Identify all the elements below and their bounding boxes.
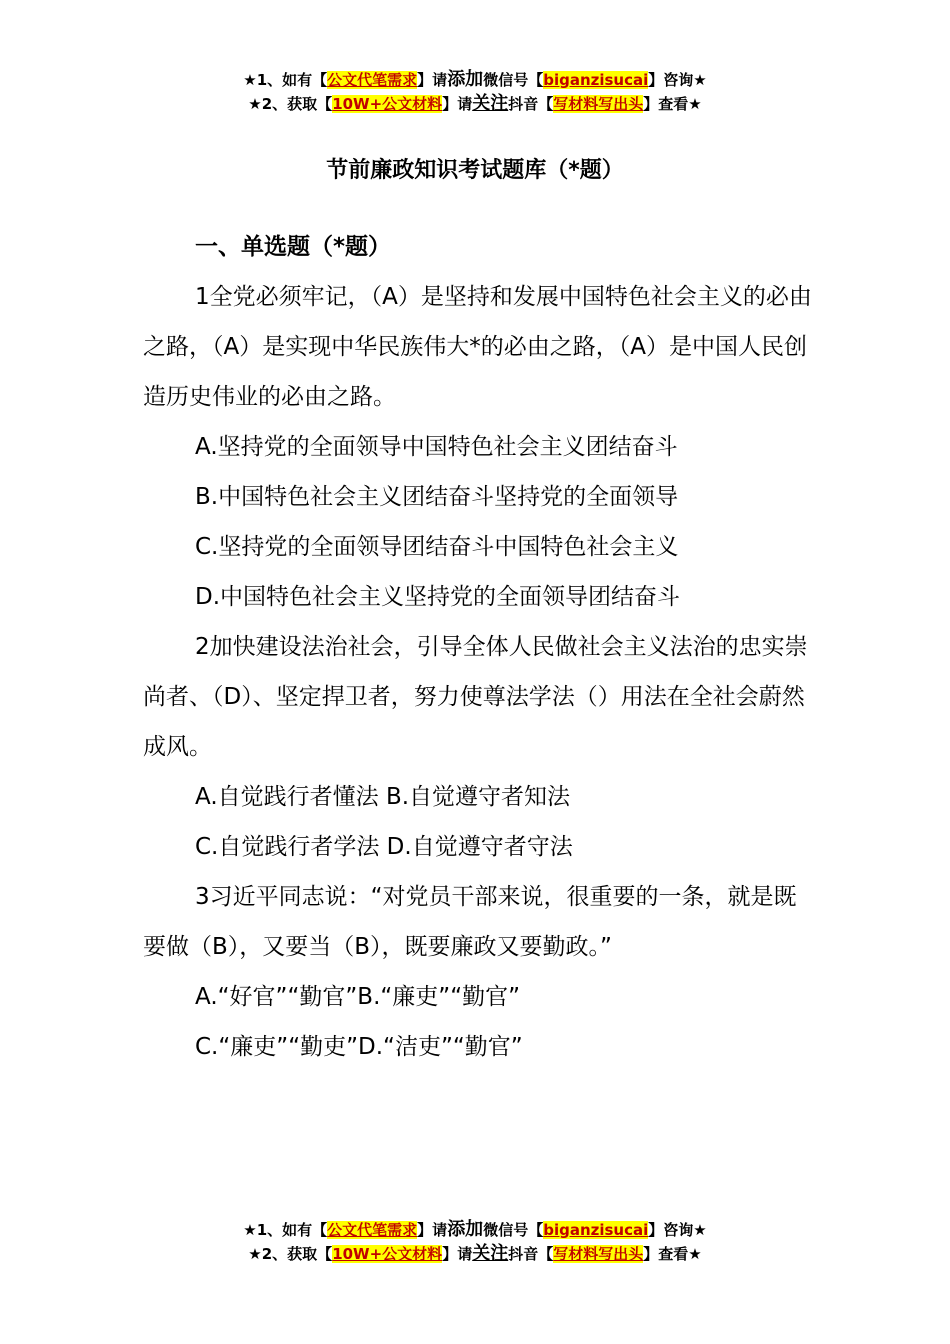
promo-text: ★2、获取【 (248, 95, 333, 113)
promo-emphasis: 添加 (447, 69, 484, 90)
option-line: A.“好官”“勤官”B.“廉吏”“勤官” (195, 984, 521, 1010)
section-heading: 一、单选题（*题） (195, 234, 392, 260)
promo-banner-bottom (0, 1218, 950, 1266)
promo-line-2 (0, 92, 950, 116)
promo-text: 】咨询★ (648, 71, 707, 89)
option-line: B.中国特色社会主义团结奋斗坚持党的全面领导 (195, 484, 679, 510)
promo-text: 微信号【 (483, 71, 544, 89)
promo-highlight: biganzisucai (543, 71, 649, 89)
promo-text: 】请 (442, 1245, 473, 1263)
promo-line-2 (0, 1242, 950, 1266)
option-line: A.坚持党的全面领导中国特色社会主义团结奋斗 (195, 434, 678, 460)
promo-text: 】查看★ (643, 95, 702, 113)
promo-highlight: 写材料写出头 (553, 1245, 644, 1263)
promo-text: 抖音【 (508, 1245, 554, 1263)
question-2: 2加快建设法治社会，引导全体人民做社会主义法治的忠实崇尚者、（D）、坚定捍卫者，努力使尊法学法（）用法在全社会蔚然成风。 (143, 634, 808, 760)
question-1: 1全党必须牢记，（A）是坚持和发展中国特色社会主义的必由之路，（A）是实现中华民族伟大*的必由之路，（A）是中国人民创造历史伟业的必由之路。 (143, 284, 812, 410)
option-line: D.中国特色社会主义坚持党的全面领导团结奋斗 (195, 584, 681, 610)
option-line: C.坚持党的全面领导团结奋斗中国特色社会主义 (195, 534, 679, 560)
promo-text: 抖音【 (508, 95, 554, 113)
promo-line-1 (0, 1218, 950, 1242)
promo-highlight: 10W+公文材料 (332, 1245, 443, 1263)
promo-text: ★1、如有【 (243, 71, 328, 89)
promo-line-1 (0, 68, 950, 92)
promo-highlight: biganzisucai (543, 1221, 649, 1239)
document-body (143, 222, 813, 1072)
promo-highlight: 写材料写出头 (553, 95, 644, 113)
promo-emphasis: 添加 (447, 1219, 484, 1240)
promo-text: ★1、如有【 (243, 1221, 328, 1239)
promo-text: 】咨询★ (648, 1221, 707, 1239)
document-title: 节前廉政知识考试题库（*题） (326, 158, 624, 183)
option-line: C.“廉吏”“勤吏”D.“洁吏”“勤官” (195, 1034, 523, 1060)
promo-emphasis: 关注 (472, 1243, 509, 1264)
promo-emphasis: 关注 (472, 93, 509, 114)
promo-text: 】请 (417, 1221, 448, 1239)
option-line: C.自觉践行者学法 D.自觉遵守者守法 (195, 834, 573, 860)
promo-text: 】查看★ (643, 1245, 702, 1263)
promo-text: 】请 (417, 71, 448, 89)
promo-highlight: 公文代笔需求 (327, 1221, 418, 1239)
option-line: A.自觉践行者懂法 B.自觉遵守者知法 (195, 784, 571, 810)
promo-text: ★2、获取【 (248, 1245, 333, 1263)
promo-highlight: 10W+公文材料 (332, 95, 443, 113)
question-3: 3习近平同志说：“对党员干部来说，很重要的一条，就是既要做（B），又要当（B），既要廉政又要勤政。” (143, 884, 797, 960)
promo-banner-top (0, 68, 950, 116)
promo-highlight: 公文代笔需求 (327, 71, 418, 89)
promo-text: 】请 (442, 95, 473, 113)
promo-text: 微信号【 (483, 1221, 544, 1239)
